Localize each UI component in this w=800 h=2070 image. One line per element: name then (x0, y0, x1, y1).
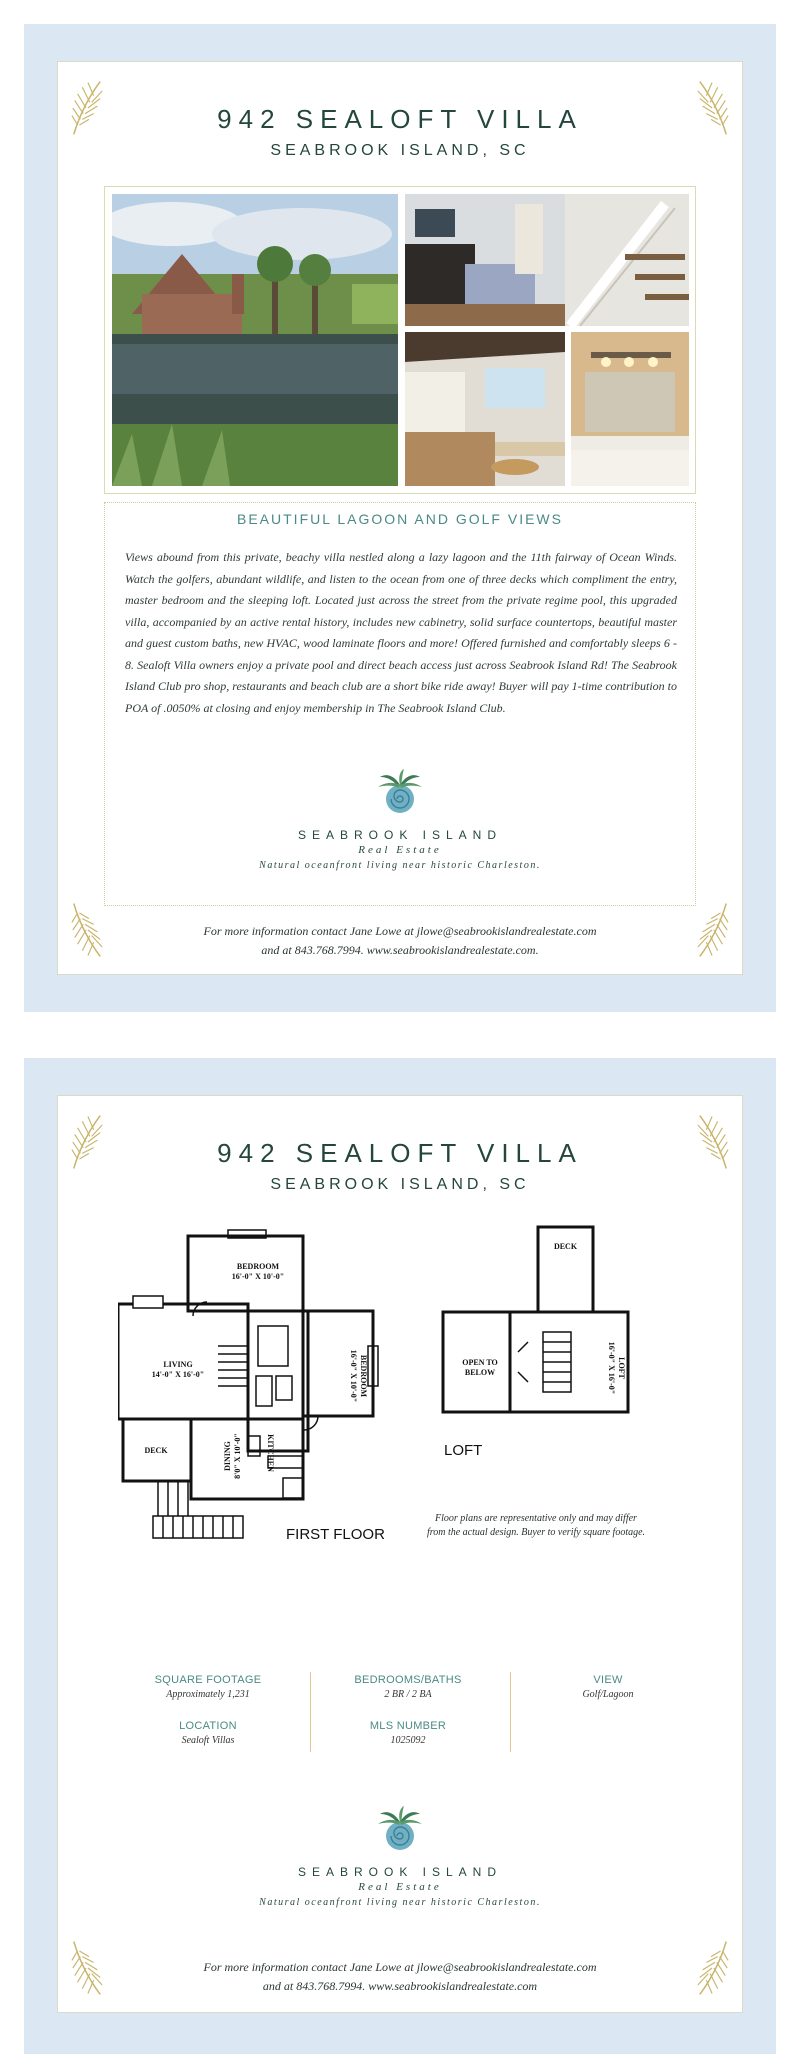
logo-subtitle: Real Estate (358, 1881, 442, 1893)
contact-line-1: For more information contact Jane Lowe at jlowe@seabrookislandrealestate.com (203, 1960, 597, 1974)
room-kitchen: KITCHEN (266, 1434, 275, 1472)
stat-bedrooms-baths: BEDROOMS/BATHS 2 BR / 2 BA (354, 1674, 462, 1700)
property-description: Views abound from this private, beachy villa nestled along a lazy lagoon and the 11th fairway of Ocean Winds. Watch the golfers, abundant wildlife, and listen to the ocean from one of three decks which compliment the entry, master bedroom and the sleeping loft. Located just across the street from the private regime pool, this upgraded villa, accompanied by an active rental history, includes new cabinetry, solid surface countertops, beautiful master and guest custom baths, new HVAC, wood laminate floors and more! Offered furnished and comfortably sleeps 6 - 8. Sealoft Villa owners enjoy a private pool and direct beach access just across Seabrook Island Rd! The Seabrook Island Club pro shop, restaurants and beach club are a short bike ride away! Buyer will pay 1-time contribution to POA of .0050% at closing and enjoy membership in The Seabrook Island Club. (125, 550, 677, 715)
bathroom-photo (571, 332, 689, 486)
section-heading: BEAUTIFUL LAGOON AND GOLF VIEWS (237, 511, 563, 527)
flyer-card-2 (57, 1095, 743, 2013)
photo-collage (104, 186, 696, 494)
contact-line-1: For more information contact Jane Lowe at jlowe@seabrookislandrealestate.com (203, 924, 597, 938)
contact-info (58, 922, 742, 960)
room-loft: LOFT 16'-0" X 16'-0" (607, 1341, 626, 1395)
flyer-page-2 (24, 1058, 776, 2054)
loft-label: LOFT (444, 1442, 483, 1459)
contact-line-2: and at 843.768.7994. www.seabrookislandrealestate.com. (261, 943, 539, 957)
room-bedroom-1: BEDROOM 16'-0" X 10'-0" (231, 1262, 285, 1281)
contact-line-2: and at 843.768.7994. www.seabrookislandrealestate.com (262, 1979, 538, 1993)
stat-mls-number: MLS NUMBER 1025092 (369, 1720, 447, 1746)
contact-info (58, 1958, 742, 1996)
room-dining: DINING 8'0" X 10'-0" (223, 1433, 242, 1479)
room-deck-1: DECK (144, 1446, 168, 1455)
description-box (104, 502, 696, 906)
flyer-page-1 (24, 24, 776, 1012)
stat-divider (510, 1672, 511, 1752)
room-deck-2: DECK (553, 1242, 578, 1251)
page-subtitle: SEABROOK ISLAND, SC (270, 142, 530, 159)
company-logo (58, 1806, 742, 1908)
logo-tagline: Natural oceanfront living near historic Charleston. (259, 1897, 541, 1908)
page-subtitle: SEABROOK ISLAND, SC (270, 1176, 530, 1193)
stat-location: LOCATION Sealoft Villas (179, 1720, 237, 1746)
company-logo (105, 769, 695, 871)
page-title: 942 SEALOFT VILLA (217, 104, 583, 134)
room-bedroom-2: BEDROOM 16'-0" X 10'-0" (349, 1349, 368, 1403)
stat-view: VIEW Golf/Lagoon (582, 1674, 634, 1700)
kitchen-dining-photo (405, 332, 565, 486)
first-floor-label: FIRST FLOOR (286, 1526, 385, 1543)
nautilus-shell-logo-icon (376, 769, 424, 817)
nautilus-shell-logo-icon (376, 1806, 424, 1854)
floorplan-disclaimer: Floor plans are representative only and may differ from the actual design. Buyer to verify square footage. (426, 1513, 646, 1538)
loft-floor-plan (438, 1222, 638, 1432)
living-room-photo (405, 194, 689, 326)
room-open-to-below: OPEN TO BELOW (462, 1358, 498, 1377)
logo-subtitle: Real Estate (358, 844, 442, 856)
page-title: 942 SEALOFT VILLA (217, 1138, 583, 1168)
stat-square-footage: SQUARE FOOTAGE Approximately 1,231 (154, 1674, 262, 1700)
lagoon-photo (112, 194, 398, 486)
logo-name: SEABROOK ISLAND (297, 828, 503, 842)
flyer-card-1 (57, 61, 743, 975)
stat-divider (310, 1672, 311, 1752)
logo-tagline: Natural oceanfront living near historic Charleston. (259, 860, 541, 871)
room-living: LIVING 14'-0" X 16'-0" (151, 1360, 205, 1379)
logo-name: SEABROOK ISLAND (297, 1865, 503, 1879)
